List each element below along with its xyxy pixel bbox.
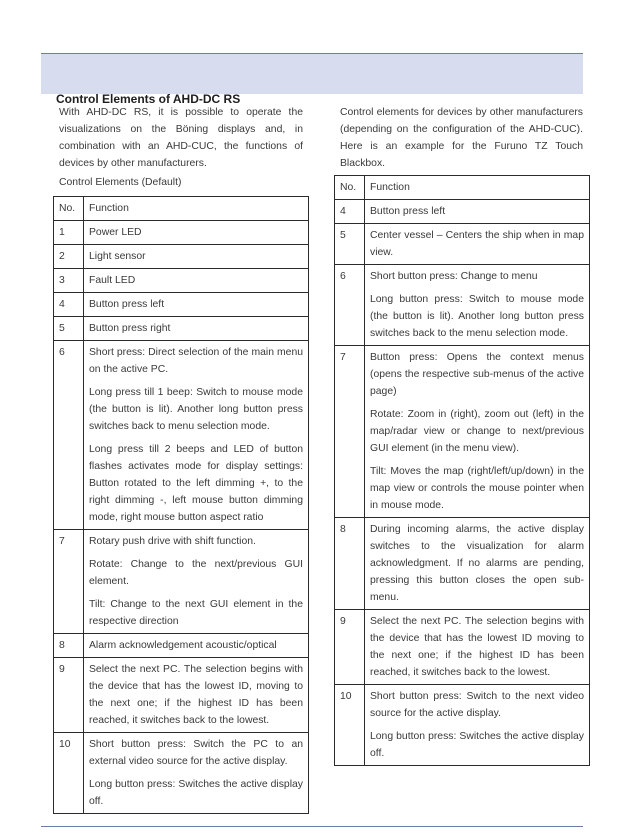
row-number: 4 [335, 200, 365, 224]
function-text: Button press left [370, 206, 446, 217]
row-function [84, 733, 309, 814]
control-elements-other-manufacturer-table [334, 175, 590, 766]
function-text: Long button press: Switch to mouse mode (the button is lit). Another long button press switches back to the menu selection mode. [370, 294, 584, 339]
row-function [84, 530, 309, 634]
header-function: Function [365, 176, 590, 200]
function-text: Rotate: Zoom in (right), zoom out (left) in the map/radar view or change to next/previous GUI element (in the menu view). [370, 409, 584, 454]
table-row [335, 610, 590, 685]
row-function [365, 685, 590, 766]
row-function [365, 518, 590, 610]
row-function [84, 634, 309, 658]
table-row [54, 341, 309, 530]
row-number: 9 [335, 610, 365, 685]
table-row [54, 317, 309, 341]
row-function [84, 317, 309, 341]
row-function [84, 221, 309, 245]
table-row [335, 346, 590, 518]
function-text: Long press till 1 beep: Switch to mouse mode (the button is lit). Another long button press switches back to menu selection mode. [89, 387, 303, 432]
row-number: 8 [335, 518, 365, 610]
row-function [84, 245, 309, 269]
row-number: 9 [54, 658, 84, 733]
right-table-body [335, 176, 590, 766]
function-text: Power LED [89, 227, 142, 238]
row-function [365, 346, 590, 518]
table-row [335, 518, 590, 610]
row-function [365, 610, 590, 685]
function-text: Select the next PC. The selection begins with the device that has the lowest ID, moving to the next one; if the highest ID has been reached, it switches back to the lowest. [89, 664, 303, 726]
table-row [54, 245, 309, 269]
row-function [365, 224, 590, 265]
function-text: Long button press: Switches the active display off. [370, 731, 584, 759]
table-row [54, 530, 309, 634]
function-text: Tilt: Change to the next GUI element in the respective direction [89, 599, 303, 627]
table-header-row [54, 197, 309, 221]
row-number: 10 [54, 733, 84, 814]
function-text: Light sensor [89, 251, 146, 262]
table-row [54, 293, 309, 317]
function-text: Select the next PC. The selection begins with the device that has the lowest ID moving to the next one; if the highest ID has been reached, it switches back to the lowest. [370, 616, 584, 678]
table-caption: Control Elements (Default) [59, 177, 182, 188]
function-text: Rotary push drive with shift function. [89, 536, 256, 547]
table-row [335, 224, 590, 265]
table-row [54, 658, 309, 733]
row-function [365, 200, 590, 224]
table-row [54, 269, 309, 293]
table-row [54, 634, 309, 658]
table-row [335, 685, 590, 766]
table-row [54, 221, 309, 245]
function-text: Short button press: Change to menu [370, 271, 538, 282]
row-number: 8 [54, 634, 84, 658]
row-number: 4 [54, 293, 84, 317]
function-text: Short press: Direct selection of the main menu on the active PC. [89, 347, 303, 375]
header-function: Function [84, 197, 309, 221]
row-number: 5 [54, 317, 84, 341]
table-header-row [335, 176, 590, 200]
control-elements-default-table [53, 196, 309, 814]
row-number: 7 [335, 346, 365, 518]
function-text: Button press right [89, 323, 171, 334]
row-number: 5 [335, 224, 365, 265]
function-text: During incoming alarms, the active display switches to the visualization for alarm acknowledgment. If no alarms are pending, pressing this button closes the open sub-menu. [370, 524, 584, 603]
function-text: Long button press: Switches the active display off. [89, 779, 303, 807]
row-number: 10 [335, 685, 365, 766]
table-row [335, 265, 590, 346]
row-function [84, 341, 309, 530]
function-text: Button press: Opens the context menus (opens the respective sub-menus of the active page) [370, 352, 584, 397]
section-title: Control Elements of AHD-DC RS [56, 92, 241, 106]
row-function [84, 658, 309, 733]
row-number: 1 [54, 221, 84, 245]
function-text: Button press left [89, 299, 165, 310]
header-band [41, 53, 583, 94]
row-function [365, 265, 590, 346]
header-no: No. [335, 176, 365, 200]
function-text: Rotate: Change to the next/previous GUI element. [89, 559, 303, 587]
function-text: Alarm acknowledgement acoustic/optical [89, 640, 277, 651]
table-row [335, 200, 590, 224]
intro-paragraph-right: Control elements for devices by other manufacturers (depending on the configuration of the AHD-CUC). Here is an example for the Furuno TZ Touch Blackbox. [340, 107, 583, 169]
intro-paragraph-left: With AHD-DC RS, it is possible to operate the visualizations on the Böning displays and, in combination with an AHD-CUC, the functions of devices by other manufacturers. [59, 107, 303, 169]
row-number: 6 [335, 265, 365, 346]
row-number: 3 [54, 269, 84, 293]
function-text: Fault LED [89, 275, 136, 286]
row-function [84, 293, 309, 317]
function-text: Tilt: Moves the map (right/left/up/down) in the map view or controls the mouse pointer when in mouse mode. [370, 466, 584, 511]
function-text: Short button press: Switch the PC to an external video source for the active display. [89, 739, 303, 767]
function-text: Center vessel – Centers the ship when in map view. [370, 230, 584, 258]
row-function [84, 269, 309, 293]
row-number: 2 [54, 245, 84, 269]
table-row [54, 733, 309, 814]
header-no: No. [54, 197, 84, 221]
row-number: 6 [54, 341, 84, 530]
function-text: Short button press: Switch to the next video source for the active display. [370, 691, 584, 719]
left-table-body [54, 197, 309, 814]
footer-rule [41, 826, 583, 827]
row-number: 7 [54, 530, 84, 634]
function-text: Long press till 2 beeps and LED of button flashes activates mode for display settings: Button rotated to the left dimming +, to the right dimming -, left mouse button dimming mode, right mouse button aspect ratio [89, 444, 303, 523]
